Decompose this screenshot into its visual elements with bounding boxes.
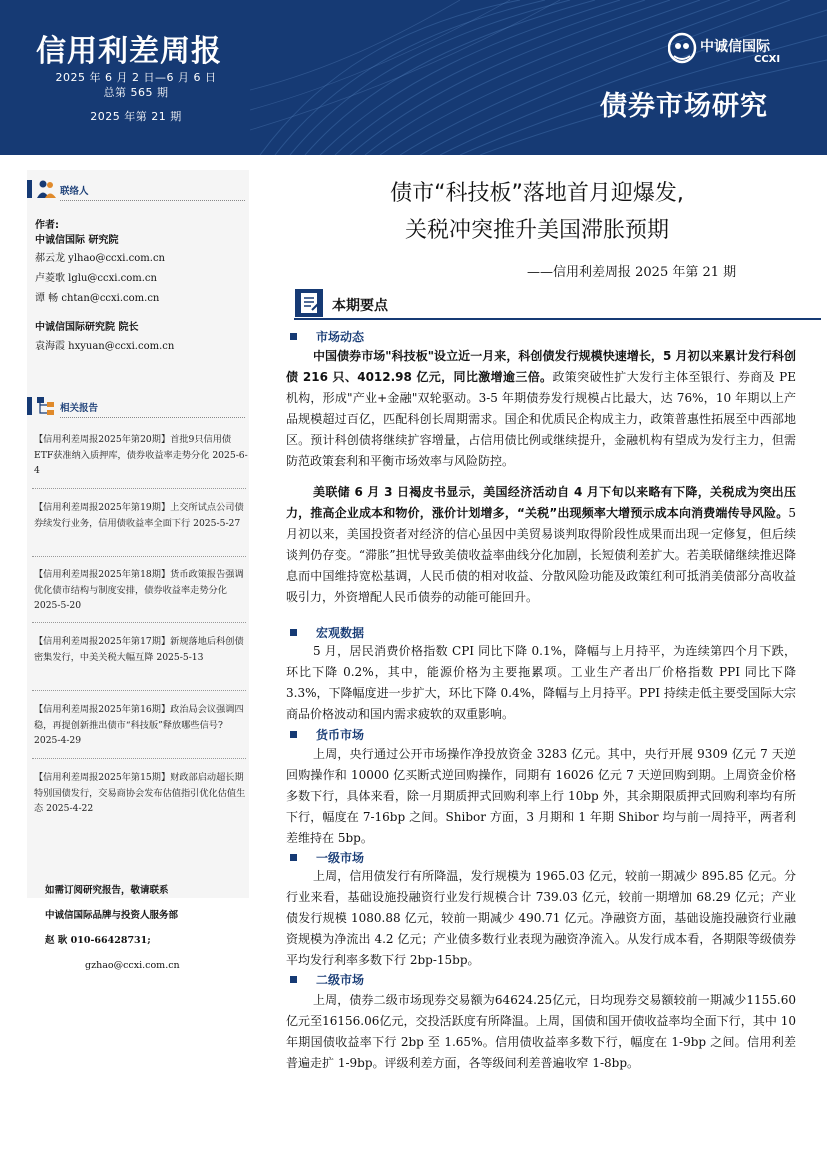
heading-bar: [27, 397, 32, 415]
report-title: 信用利差周报: [36, 34, 222, 69]
related-report[interactable]: 【信用利差周报2025年第20期】首批9只信用债ETF获准纳入质押库，债券收益率走势分化 2025-6-4: [34, 434, 248, 476]
square-bullet-icon: [290, 854, 297, 861]
dotted-divider: [60, 200, 245, 201]
related-report[interactable]: 【信用利差周报2025年第17期】新规落地后科创债密集发行，中美关税大幅互降 2025-5-13: [34, 636, 244, 663]
subscribe-line-2: 中诚信国际品牌与投资人服务部: [45, 910, 179, 921]
square-bullet-icon: [290, 333, 297, 340]
money-paragraph: 上周，央行通过公开市场操作净投放资金 3283 亿元。其中，央行开展 9309 亿元 7 天逆回购操作和 10000 亿买断式逆回购操作，同期有 16026 亿元 7 天逆回购到期。上周资金价格多数下行，具体来看，除一月期质押式回购利率上行 10bp 外，其余期限质押式回购利率均有所下行，幅度在 7-16bp 之间。Shibor 方面，3 月期和 1 年期 Shibor 均与前一周持平，两者利差维持在 5bp。: [286, 747, 796, 845]
brand-logo-en: CCXI: [754, 54, 781, 65]
square-bullet-icon: [290, 976, 297, 983]
ccxi-logo-icon: [668, 32, 698, 66]
market-p1-highlight: 中国债券市场"科技板"设立近一月来，科创债发行规模快速增长，5 月初以来累计发行科创债 216 只、4012.98 亿元，同比激增逾三倍。: [286, 349, 796, 384]
related-report[interactable]: 【信用利差周报2025年第15期】财政部启动超长期特别国债发行，交易商协会发布估值指引优化估值生态 2025-4-22: [34, 772, 246, 814]
date-range: 2025 年 6 月 2 日—6 月 6 日: [55, 71, 217, 84]
main-subtitle: ——信用利差周报 2025 年第 21 期: [527, 265, 737, 280]
market-paragraph-1: 中国债券市场"科技板"设立近一月来，科创债发行规模快速增长，5 月初以来累计发行科创债 216 只、4012.98 亿元，同比激增逾三倍。政策突破性扩大发行主体至银行、券商及 PE 机构，形成"产业+金融"双轮驱动。3-5 年期债券发行规模占比最大，达 76%，10 年期以上产品规模超过百亿，匹配科创长周期需求。国企和优质民企构成主力，政策普惠性拓展至中西部地区。预计科创债将继续扩容增量，占信用债比例或继续提升，金融机构有望成为发行主力，但需防范政策套利和平衡市场效率与风险防控。: [286, 349, 796, 468]
report-divider: [32, 556, 246, 557]
subscribe-line-3: 赵 耿 010-66428731;: [45, 935, 151, 946]
subscribe-email[interactable]: gzhao@ccxi.com.cn: [85, 960, 180, 971]
summary-rule: [294, 318, 821, 320]
market-p2-highlight: 美联储 6 月 3 日褐皮书显示，美国经济活动自 4 月下旬以来略有下降，关税成为突出压力，推高企业成本和物价，涨价计划增多，“关税”出现频率大增预示成本向消费端传导风险。: [286, 485, 796, 520]
document-icon: [294, 288, 324, 318]
subscribe-line-1: 如需订阅研究报告，敬请联系: [45, 885, 169, 896]
brand-logo: [668, 32, 798, 72]
related-report[interactable]: 【信用利差周报2025年第19期】上交所试点公司债券续发行业务，信用债收益率全面下行 2025-5-27: [34, 502, 244, 529]
dean-title: 中诚信国际研究院 院长: [35, 322, 139, 333]
related-report[interactable]: 【信用利差周报2025年第16期】政治局会议强调四稳，再提创新推出债市“科技版”释放哪些信号? 2025-4-29: [34, 704, 244, 746]
year-issue: 2025 年第 21 期: [90, 110, 182, 123]
summary-label: 本期要点: [332, 298, 388, 314]
square-bullet-icon: [290, 731, 297, 738]
summary-heading: [294, 288, 821, 320]
page-header: [0, 0, 827, 155]
heading-bar: [27, 180, 32, 198]
report-divider: [32, 690, 246, 691]
sitemap-icon: [35, 395, 57, 417]
related-label: 相关报告: [60, 403, 99, 414]
section-macro-title: 宏观数据: [290, 624, 364, 641]
contacts-label: 联络人: [60, 186, 89, 197]
contact-3: 谭 畅 chtan@ccxi.com.cn: [35, 293, 160, 304]
report-divider: [32, 622, 246, 623]
section-secondary-title: 二级市场: [290, 971, 364, 988]
related-report[interactable]: 【信用利差周报2025年第18期】货币政策报告强调优化债市结构与制度安排，债券收益率走势分化 2025-5-20: [34, 569, 244, 611]
total-issue: 总第 565 期: [103, 86, 169, 99]
institute-name: 中诚信国际 研究院: [35, 235, 119, 246]
people-icon: [35, 178, 57, 200]
primary-paragraph: 上周，信用债发行有所降温，发行规模为 1965.03 亿元，较前一期减少 895.85 亿元。分行业来看，基础设施投融资行业发行规模合计 739.03 亿元，较前一期增加 68.29 亿元；产业债发行规模 1080.88 亿元，较前一期减少 490.71 亿元。净融资方面，基础设施投融资行业融资规模为净流出 4.2 亿元；产业债多数行业表现为融资净流入。从发行成本看，各期限等级债券平均发行利率多数下行 2bp-15bp。: [286, 869, 796, 967]
section-primary-title: 一级市场: [290, 849, 364, 866]
section-money-title: 货币市场: [290, 726, 364, 743]
section-market-title: 市场动态: [290, 328, 364, 345]
contact-2: 卢菱歌 lglu@ccxi.com.cn: [35, 273, 157, 284]
section-title: 债券市场研究: [600, 91, 768, 122]
secondary-paragraph: 上周，债券二级市场现券交易额为64624.25亿元，日均现券交易额较前一期减少1155.60亿元至16156.06亿元，交投活跃度有所降温。上周，国债和国开债收益率均全面下行，其中 10 年期国债收益率下行 2bp 至 1.65%。信用债收益率多数下行，幅度在 1-9bp 之间。信用利差普遍走扩 1-9bp。评级利差方面，各等级间利差普遍收窄 1-8bp。: [286, 993, 796, 1070]
sidebar: [27, 170, 249, 898]
dean-contact: 袁海霞 hxyuan@ccxi.com.cn: [35, 341, 175, 352]
report-divider: [32, 758, 246, 759]
main-title-line1: 债市“科技板”落地首月迎爆发,: [390, 181, 684, 206]
related-heading: [27, 392, 249, 420]
contact-1: 郝云龙 ylhao@ccxi.com.cn: [35, 253, 165, 264]
author-label: 作者:: [35, 220, 59, 231]
market-paragraph-2: 美联储 6 月 3 日褐皮书显示，美国经济活动自 4 月下旬以来略有下降，关税成为突出压力，推高企业成本和物价，涨价计划增多，“关税”出现频率大增预示成本向消费端传导风险。5 月初以来，美国投资者对经济的信心虽因中美贸易谈判取得阶段性成果而出现一定修复，但后续谈判仍存变。“滞胀”担忧导致美债收益率曲线分化加剧，长短债利差扩大。若美联储继续推迟降息而中国维持宽松基调，人民币债的相对收益、分散风险功能及政策红利可抵消美债部分高收益吸引力，外资增配人民币债券的动能可能回升。: [286, 485, 796, 604]
contacts-heading: [27, 175, 249, 203]
main-title-line2: 关税冲突推升美国滞胀预期: [404, 218, 669, 243]
square-bullet-icon: [290, 629, 297, 636]
dotted-divider: [60, 417, 245, 418]
report-divider: [32, 488, 246, 489]
brand-logo-cn: 中诚信国际: [700, 39, 770, 55]
macro-paragraph: 5 月，居民消费价格指数 CPI 同比下降 0.1%，降幅与上月持平，为连续第四个月下跌，环比下降 0.2%，其中，能源价格为主要拖累项。工业生产者出厂价格指数 PPI 同比下降 3.3%，下降幅度进一步扩大，环比下降 0.4%，降幅与上月持平。PPI 持续走低主要受国际大宗商品价格波动和国内需求疲软的双重影响。: [286, 644, 796, 721]
